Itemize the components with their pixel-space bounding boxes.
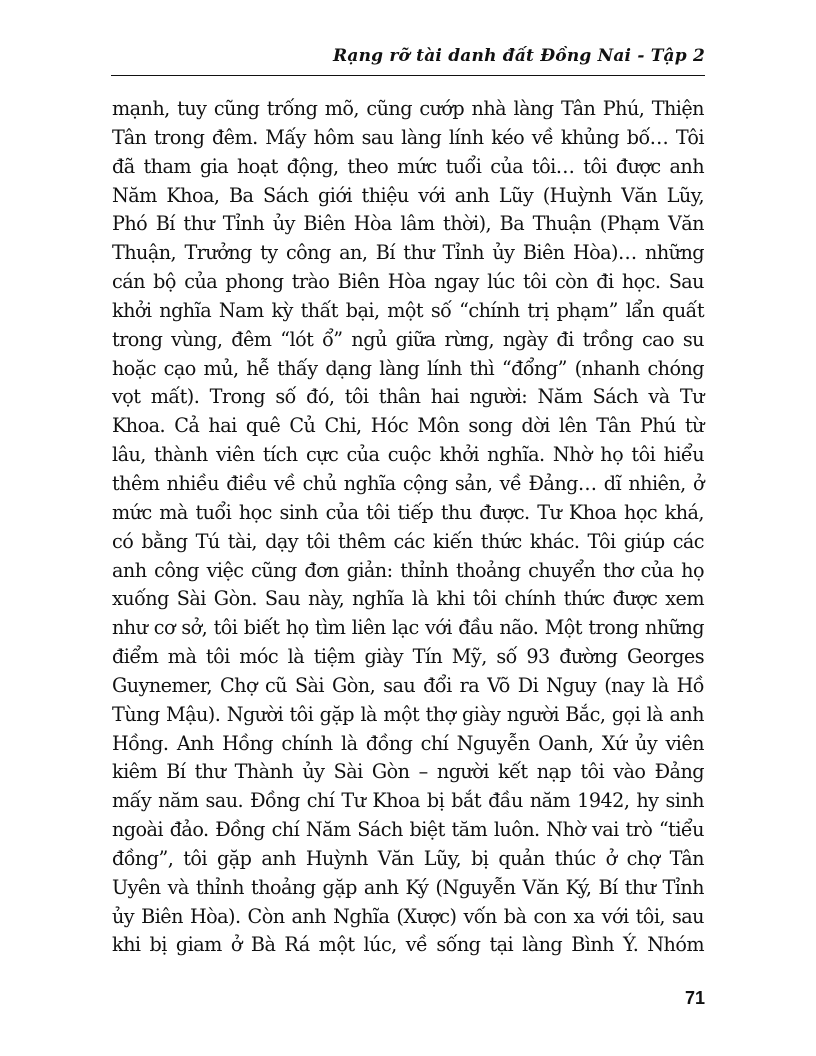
text-line: lâu, thành viên tích cực của cuộc khởi nghĩa. Nhờ họ tôi hiểu (112, 443, 704, 467)
text-line: mấy năm sau. Đồng chí Tư Khoa bị bắt đầu năm 1942, hy sinh (112, 789, 704, 813)
text-line: vọt mất). Trong số đó, tôi thân hai người: Năm Sách và Tư (112, 385, 704, 409)
text-line: anh công việc cũng đơn giản: thỉnh thoảng chuyển thơ của họ (112, 558, 704, 582)
text-line: có bằng Tú tài, dạy tôi thêm các kiến thức khác. Tôi giúp các (112, 529, 704, 553)
text-line: Hồng. Anh Hồng chính là đồng chí Nguyễn Oanh, Xứ ủy viên (112, 731, 704, 755)
text-line: khi bị giam ở Bà Rá một lúc, về sống tại làng Bình Ý. Nhóm (112, 933, 704, 957)
text-line: Tùng Mậu). Người tôi gặp là một thợ giày người Bắc, gọi là anh (112, 702, 704, 726)
text-line: thêm nhiều điều về chủ nghĩa cộng sản, về Đảng… dĩ nhiên, ở (112, 471, 704, 495)
text-line: Guynemer, Chợ cũ Sài Gòn, sau đổi ra Võ Di Nguy (nay là Hồ (112, 673, 704, 697)
text-line: Phó Bí thư Tỉnh ủy Biên Hòa lâm thời), Ba Thuận (Phạm Văn (112, 212, 704, 236)
page-number: 71 (684, 988, 705, 1008)
text-line: kiêm Bí thư Thành ủy Sài Gòn – người kết nạp tôi vào Đảng (112, 760, 704, 784)
text-line: ủy Biên Hòa). Còn anh Nghĩa (Xược) vốn bà con xa với tôi, sau (112, 904, 704, 928)
body-text (112, 95, 704, 960)
text-line: Thuận, Trưởng ty công an, Bí thư Tỉnh ủy Biên Hòa)… những (112, 241, 704, 265)
text-line: Khoa. Cả hai quê Củ Chi, Hóc Môn song dời lên Tân Phú từ (112, 414, 704, 438)
running-header-title: Rạng rỡ tài danh đất Đồng Nai - Tập 2 (333, 46, 705, 66)
text-line: xuống Sài Gòn. Sau này, nghĩa là khi tôi chính thức được xem (112, 587, 704, 611)
text-line: Uyên và thỉnh thoảng gặp anh Ký (Nguyễn Văn Ký, Bí thư Tỉnh (112, 875, 704, 899)
text-line: mạnh, tuy cũng trống mõ, cũng cướp nhà làng Tân Phú, Thiện (112, 97, 704, 120)
text-line: khởi nghĩa Nam kỳ thất bại, một số “chính trị phạm” lẩn quất (112, 298, 704, 322)
text-line: đã tham gia hoạt động, theo mức tuổi của tôi… tôi được anh (112, 154, 704, 178)
text-line: Tân trong đêm. Mấy hôm sau làng lính kéo về khủng bố… Tôi (112, 125, 704, 149)
text-line: điểm mà tôi móc là tiệm giày Tín Mỹ, số 93 đường Georges (112, 645, 704, 669)
text-line: Năm Khoa, Ba Sách giới thiệu với anh Lũy (Huỳnh Văn Lũy, (112, 183, 704, 207)
text-line: đồng”, tôi gặp anh Huỳnh Văn Lũy, bị quản thúc ở chợ Tân (112, 846, 704, 870)
text-line: như cơ sở, tôi biết họ tìm liên lạc với đầu não. Một trong những (112, 616, 704, 640)
header-rule (111, 75, 705, 76)
text-line: ngoài đảo. Đồng chí Năm Sách biệt tăm luôn. Nhờ vai trò “tiểu (112, 818, 704, 842)
text-line: hoặc cạo mủ, hễ thấy dạng làng lính thì “đổng” (nhanh chóng (112, 356, 704, 380)
text-line: mức mà tuổi học sinh của tôi tiếp thu được. Tư Khoa học khá, (112, 500, 704, 524)
text-line: cán bộ của phong trào Biên Hòa ngay lúc tôi còn đi học. Sau (112, 270, 704, 294)
text-line: trong vùng, đêm “lót ổ” ngủ giữa rừng, ngày đi trồng cao su (112, 327, 704, 351)
